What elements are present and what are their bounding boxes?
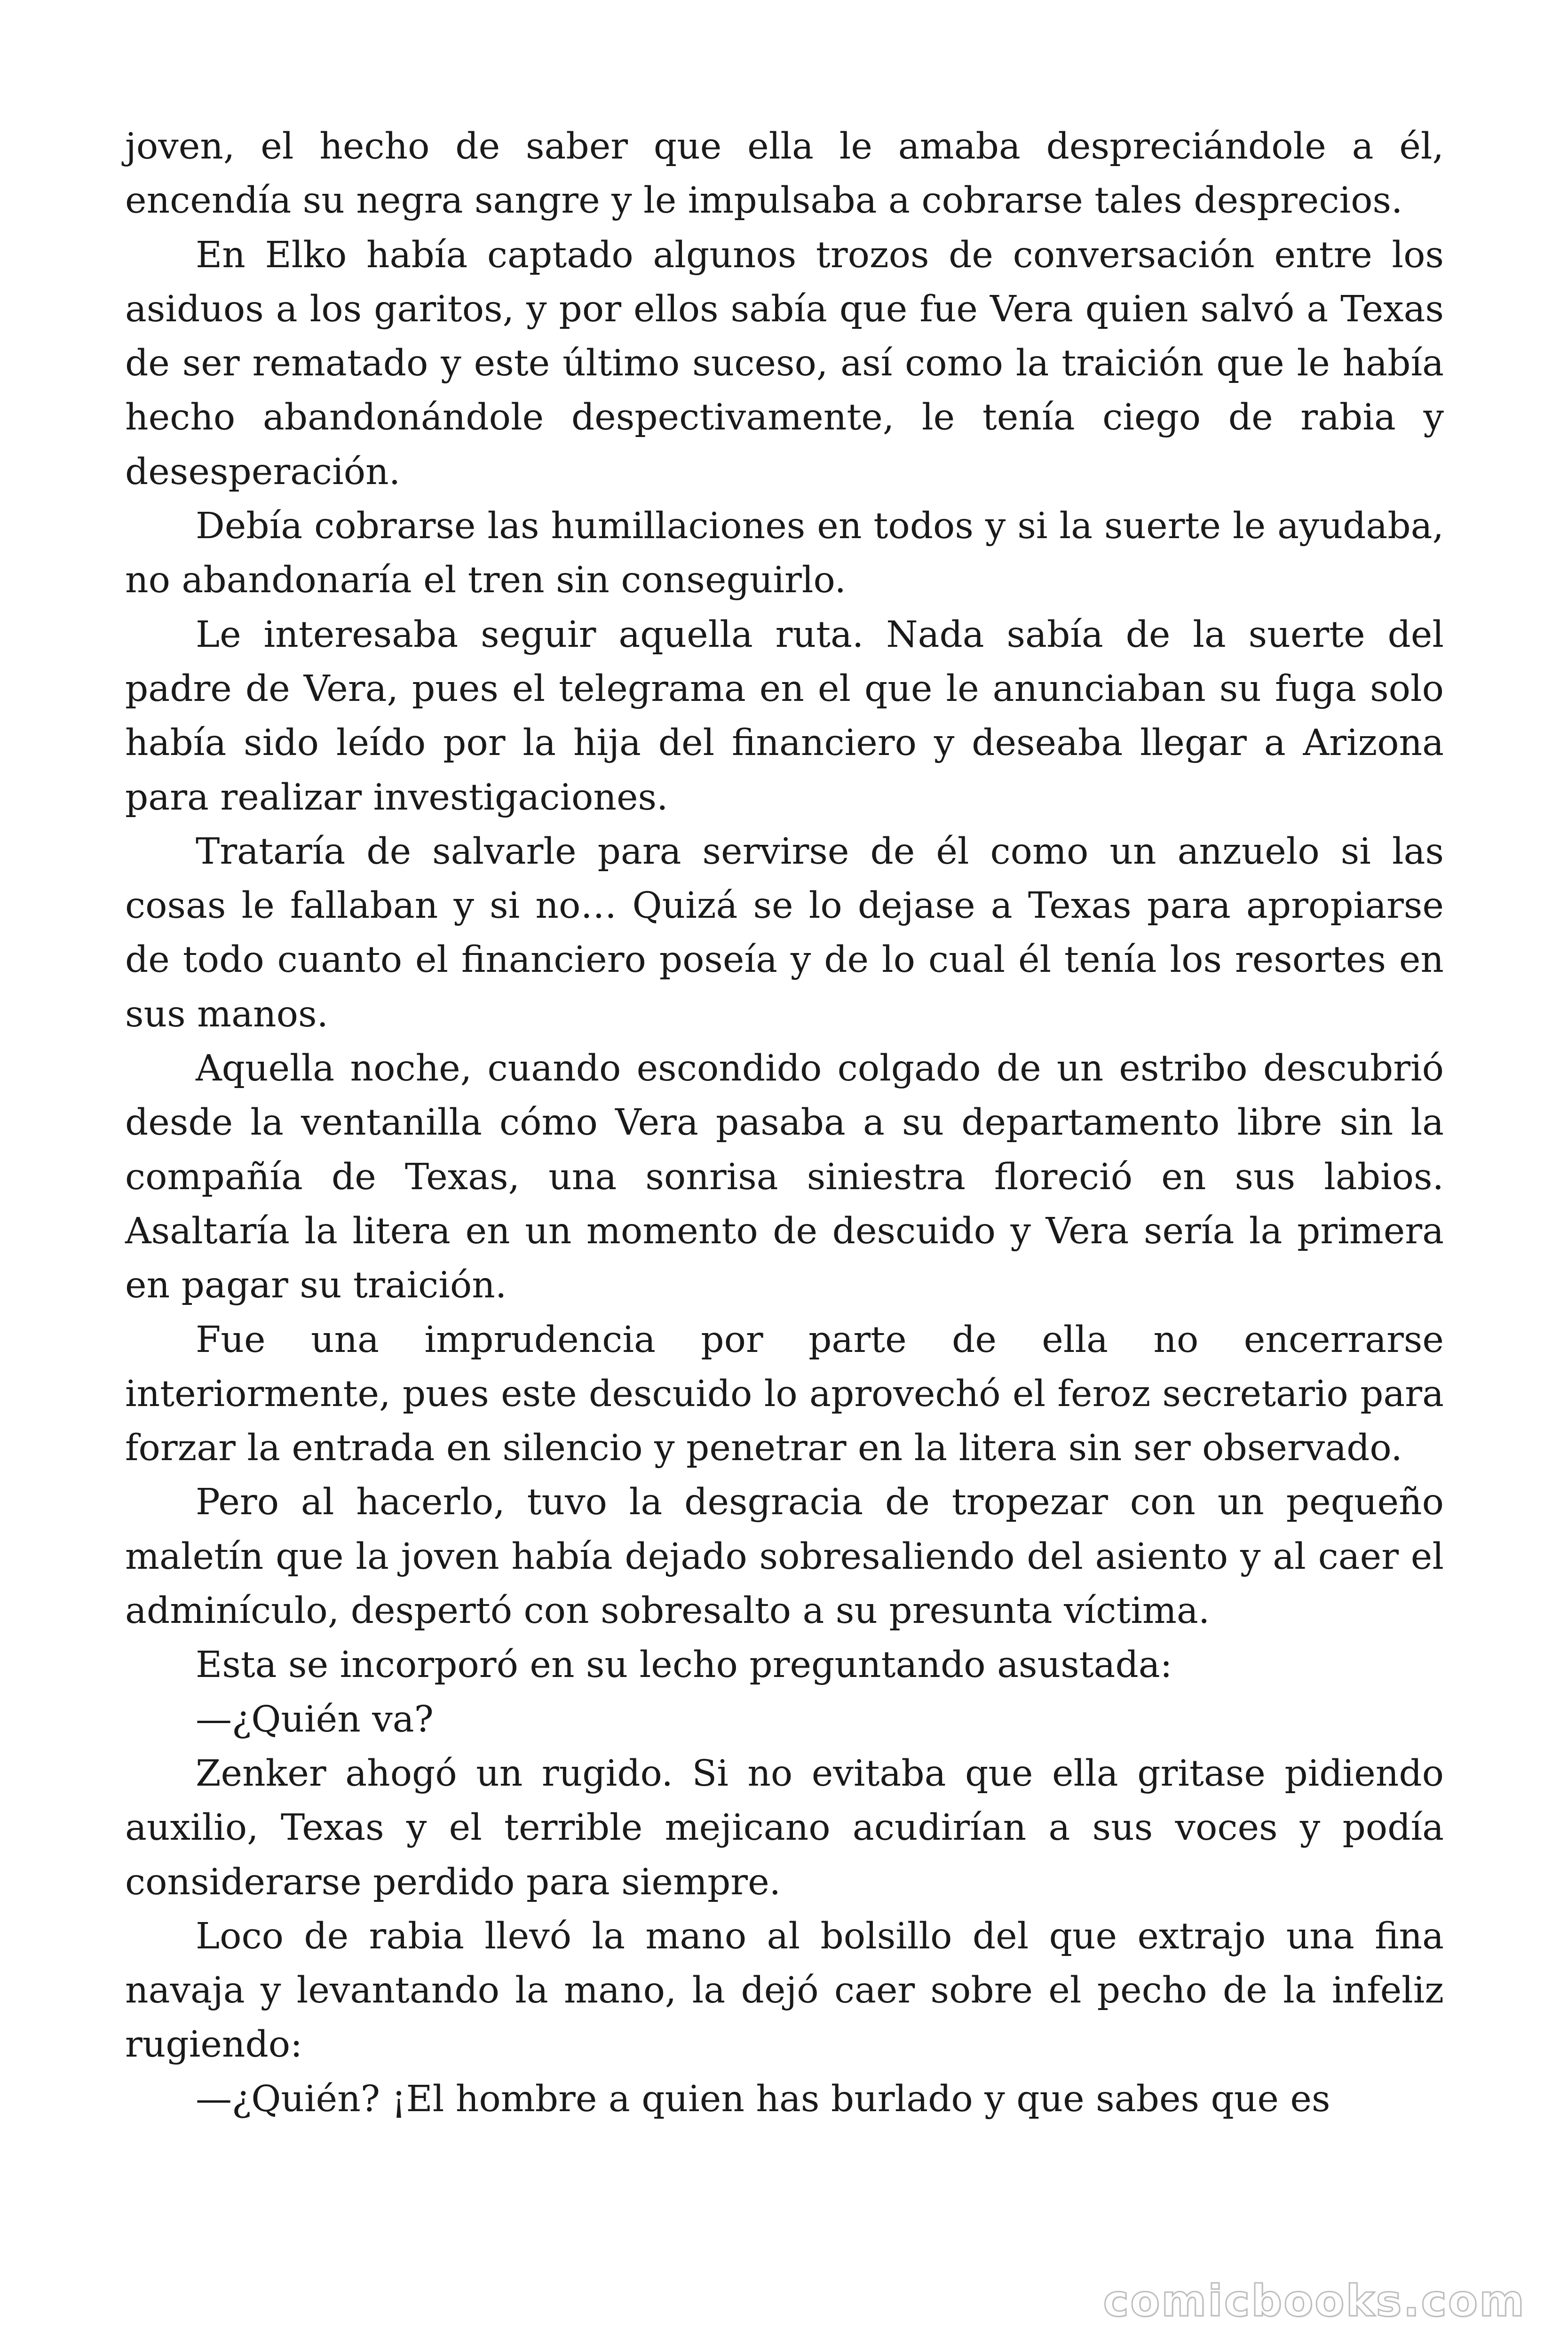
- paragraph: Pero al hacerlo, tuvo la desgracia de tropezar con un pequeño maletín que la joven había dejado sobresaliendo del asiento y al caer el adminículo, despertó con sobresalto a su presunta víctima.: [125, 1481, 1444, 1632]
- paragraph: Debía cobrarse las humillaciones en todos y si la suerte le ayudaba, no abandonaría el tren sin conseguirlo.: [125, 505, 1444, 602]
- paragraph: Aquella noche, cuando escondido colgado de un estribo descubrió desde la ventanilla cómo Vera pasaba a su departamento libre sin la compañía de Texas, una sonrisa siniestra floreció en sus labios. Asaltaría la litera en un momento de descuido y Vera sería la primera en pagar su traición.: [125, 1048, 1444, 1307]
- paragraph: Fue una imprudencia por parte de ella no encerrarse interiormente, pues este descuido lo aprovechó el feroz secretario para forzar la entrada en silencio y penetrar en la litera sin ser observado.: [125, 1319, 1444, 1470]
- paragraph: Esta se incorporó en su lecho preguntando asustada:: [196, 1644, 1172, 1686]
- paragraph: Trataría de salvarle para servirse de él como un anzuelo si las cosas le fallaban y si no… Quizá se lo dejase a Texas para apropiarse de todo cuanto el financiero poseía y de lo cual él tenía los resortes en sus manos.: [125, 830, 1444, 1035]
- watermark: comicbooks.com: [1103, 2276, 1526, 2326]
- paragraph: Loco de rabia llevó la mano al bolsillo del que extrajo una fina navaja y levantando la mano, la dejó caer sobre el pecho de la infeliz rugiendo:: [125, 1915, 1444, 2066]
- paragraph: Le interesaba seguir aquella ruta. Nada sabía de la suerte del padre de Vera, pues el telegrama en el que le anunciaban su fuga solo había sido leído por la hija del financiero y deseaba llegar a Arizona para realizar investigaciones.: [125, 613, 1444, 818]
- paragraph: Zenker ahogó un rugido. Si no evitaba que ella gritase pidiendo auxilio, Texas y el terrible mejicano acudirían a sus voces y podía considerarse perdido para siempre.: [125, 1752, 1444, 1903]
- page-text: [125, 119, 1444, 2126]
- paragraph: —¿Quién va?: [196, 1698, 434, 1740]
- paragraph: En Elko había captado algunos trozos de conversación entre los asiduos a los garitos, y por ellos sabía que fue Vera quien salvó a Texas de ser rematado y este último suceso, así como la traición que le había hecho abandonándole despectivamente, le tenía ciego de rabia y desesperación.: [125, 234, 1444, 493]
- paragraph: —¿Quién? ¡El hombre a quien has burlado y que sabes que es: [196, 2078, 1330, 2120]
- paragraph: joven, el hecho de saber que ella le amaba despreciándole a él, encendía su negra sangre y le impulsaba a cobrarse tales desprecios.: [125, 126, 1444, 222]
